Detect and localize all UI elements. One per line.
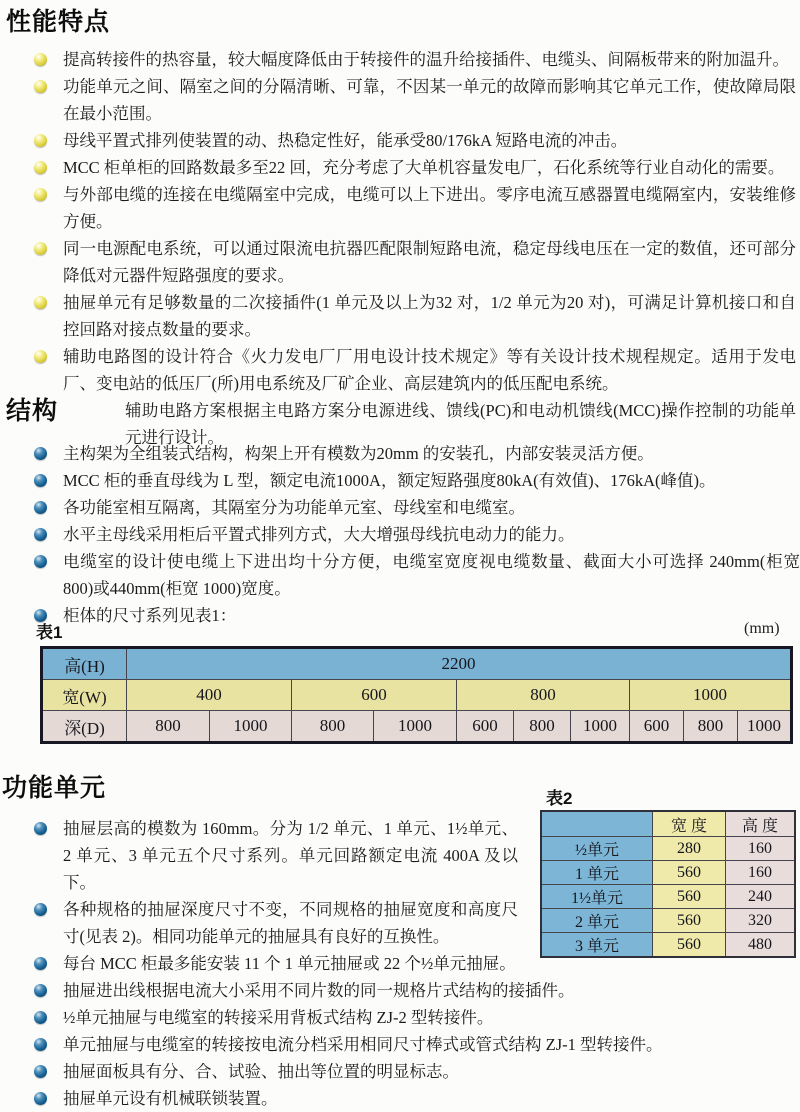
depth-value: 1000 <box>374 711 457 743</box>
list-item <box>30 154 796 181</box>
column-header-height: 高 度 <box>726 811 796 837</box>
table-row <box>42 711 792 743</box>
list-item <box>30 1085 800 1112</box>
structure-text: 主构架为全组装式结构，构架上开有模数为20mm 的安装孔，内部安装灵活方便。 <box>63 444 654 463</box>
table-row <box>541 885 795 909</box>
list-item <box>30 548 800 602</box>
bullet-icon <box>34 134 47 147</box>
feature-text: 与外部电缆的连接在电缆隔室中完成，电缆可以上下进出。零序电流互感器置电缆隔室内，安装维修方便。 <box>63 185 796 231</box>
performance-feature-list <box>30 46 796 451</box>
unit-width: 560 <box>653 909 726 933</box>
table-row <box>541 909 795 933</box>
section-title-performance: 性能特点 <box>6 8 111 36</box>
bullet-icon <box>34 80 47 93</box>
table1-caption: 表1 <box>36 623 63 642</box>
bullet-icon <box>34 188 47 201</box>
width-value: 800 <box>457 680 630 711</box>
width-value: 1000 <box>630 680 792 711</box>
bullet-icon <box>34 350 47 363</box>
empty-header-cell <box>541 811 653 837</box>
structure-text: 水平主母线采用柜后平置式排列方式，大大增强母线抗电动力的能力。 <box>63 525 575 544</box>
bullet-icon <box>34 53 47 66</box>
row-label: 宽(W) <box>42 680 127 711</box>
column-header-width: 宽 度 <box>653 811 726 837</box>
unit-height: 160 <box>726 861 796 885</box>
unit-name: 1½单元 <box>541 885 653 909</box>
unit-text: 抽屉进出线根据电流大小采用不同片数的同一规格片式结构的接插件。 <box>63 981 575 1000</box>
bullet-icon <box>34 1011 47 1024</box>
list-item <box>30 1031 800 1058</box>
bullet-icon <box>34 296 47 309</box>
unit-name: ½单元 <box>541 837 653 861</box>
bullet-icon <box>34 474 47 487</box>
row-label: 深(D) <box>42 711 127 743</box>
list-item <box>30 181 796 235</box>
list-item <box>30 494 800 521</box>
unit-height: 480 <box>726 933 796 958</box>
depth-value: 1000 <box>210 711 292 743</box>
unit-name: 1 单元 <box>541 861 653 885</box>
unit-name: 2 单元 <box>541 909 653 933</box>
list-item <box>30 896 518 950</box>
unit-height: 160 <box>726 837 796 861</box>
dimension-table-1 <box>40 646 793 744</box>
table-row <box>541 861 795 885</box>
unit-width: 280 <box>653 837 726 861</box>
unit-width: 560 <box>653 933 726 958</box>
depth-value: 1000 <box>738 711 792 743</box>
depth-value: 600 <box>630 711 684 743</box>
table1-unit-label: (mm) <box>744 620 780 637</box>
structure-text: MCC 柜的垂直母线为 L 型，额定电流1000A，额定短路强度80kA(有效值)、176kA(峰值)。 <box>63 471 716 490</box>
list-item <box>30 127 796 154</box>
list-item <box>30 977 800 1004</box>
list-item <box>30 815 518 896</box>
unit-width: 560 <box>653 885 726 909</box>
depth-value: 600 <box>457 711 514 743</box>
unit-height: 320 <box>726 909 796 933</box>
list-item <box>30 440 800 467</box>
width-value: 400 <box>127 680 292 711</box>
row-label: 高(H) <box>42 648 127 680</box>
unit-text: 抽屉面板具有分、合、试验、抽出等位置的明显标志。 <box>63 1062 459 1081</box>
list-item <box>30 289 796 343</box>
depth-value: 800 <box>514 711 571 743</box>
bullet-icon <box>34 903 47 916</box>
list-item <box>30 1004 800 1031</box>
table-row <box>42 648 792 680</box>
bullet-icon <box>34 528 47 541</box>
height-value: 2200 <box>127 648 792 680</box>
unit-width: 560 <box>653 861 726 885</box>
structure-text: 各功能室相互隔离，其隔室分为功能单元室、母线室和电缆室。 <box>63 498 525 517</box>
unit-name: 3 单元 <box>541 933 653 958</box>
depth-value: 800 <box>292 711 374 743</box>
section-title-structure: 结构 <box>6 397 59 425</box>
table2-caption: 表2 <box>546 789 573 808</box>
section-title-function-units: 功能单元 <box>2 774 107 802</box>
structure-list <box>30 440 800 629</box>
table-row <box>541 933 795 958</box>
bullet-icon <box>34 984 47 997</box>
bullet-icon <box>34 1038 47 1051</box>
width-value: 600 <box>292 680 457 711</box>
bullet-icon <box>34 161 47 174</box>
list-item <box>30 1058 800 1085</box>
feature-text: MCC 柜单柜的回路数最多至22 回，充分考虑了大单机容量发电厂，石化系统等行业自动化的需要。 <box>63 158 785 177</box>
unit-text: 每台 MCC 柜最多能安装 11 个 1 单元抽屉或 22 个½单元抽屉。 <box>63 954 516 973</box>
bullet-icon <box>34 1092 47 1105</box>
unit-height: 240 <box>726 885 796 909</box>
table-header-row <box>541 811 795 837</box>
unit-text: 单元抽屉与电缆室的转接按电流分档采用相同尺寸棒式或管式结构 ZJ-1 型转接件。 <box>63 1035 663 1054</box>
bullet-icon <box>34 957 47 970</box>
feature-text: 功能单元之间、隔室之间的分隔清晰、可靠，不因某一单元的故障而影响其它单元工作，使故障局限在最小范围。 <box>63 77 796 123</box>
feature-text: 同一电源配电系统，可以通过限流电抗器匹配限制短路电流，稳定母线电压在一定的数值，还可部分降低对元器件短路强度的要求。 <box>63 239 796 285</box>
table-row <box>541 837 795 861</box>
list-item <box>30 343 796 397</box>
bullet-icon <box>34 447 47 460</box>
feature-text: 辅助电路图的设计符合《火力发电厂厂用电设计技术规定》等有关设计技术规程规定。适用于发电厂、变电站的低压厂(所)用电系统及厂矿企业、高层建筑内的低压配电系统。 <box>63 347 796 393</box>
feature-text: 提高转接件的热容量，较大幅度降低由于转接件的温升给接插件、电缆头、间隔板带来的附加温升。 <box>63 50 789 69</box>
depth-value: 1000 <box>571 711 630 743</box>
list-item <box>30 521 800 548</box>
structure-text: 电缆室的设计使电缆上下进出均十分方便，电缆室宽度视电缆数量、截面大小可选择 240mm(柜宽 800)或440mm(柜宽 1000)宽度。 <box>63 552 800 598</box>
bullet-icon <box>34 822 47 835</box>
table-row <box>42 680 792 711</box>
feature-text: 抽屉单元有足够数量的二次接插件(1 单元及以上为32 对，1/2 单元为20 对)，可满足计算机接口和自控回路对接点数量的要求。 <box>63 293 796 339</box>
list-item <box>30 73 796 127</box>
structure-text: 柜体的尺寸系列见表1： <box>63 606 237 625</box>
unit-text: ½单元抽屉与电缆室的转接采用背板式结构 ZJ-2 型转接件。 <box>63 1008 494 1027</box>
bullet-icon <box>34 1065 47 1078</box>
feature-text: 母线平置式排列使装置的动、热稳定性好，能承受80/176kA 短路电流的冲击。 <box>63 131 628 150</box>
depth-value: 800 <box>684 711 738 743</box>
drawer-unit-size-table <box>540 810 796 958</box>
bullet-icon <box>34 242 47 255</box>
bullet-icon <box>34 501 47 514</box>
list-item <box>30 46 796 73</box>
note-text: 辅助电路方案根据主电路方案分电源进线、馈线(PC)和电动机馈线(MCC)操作控制的功能单元进行设计。 <box>125 401 796 447</box>
depth-value: 800 <box>127 711 210 743</box>
unit-text: 抽屉单元设有机械联锁装置。 <box>63 1089 278 1108</box>
unit-text: 各种规格的抽屉深度尺寸不变，不同规格的抽屉宽度和高度尺寸(见表 2)。相同功能单元的抽屉具有良好的互换性。 <box>63 900 518 946</box>
bullet-icon <box>34 555 47 568</box>
list-item <box>30 467 800 494</box>
unit-text: 抽屉层高的模数为 160mm。分为 1/2 单元、1 单元、1½单元、2 单元、3 单元五个尺寸系列。单元回路额定电流 400A 及以下。 <box>63 819 518 892</box>
list-item <box>30 235 796 289</box>
list-item <box>30 602 800 629</box>
